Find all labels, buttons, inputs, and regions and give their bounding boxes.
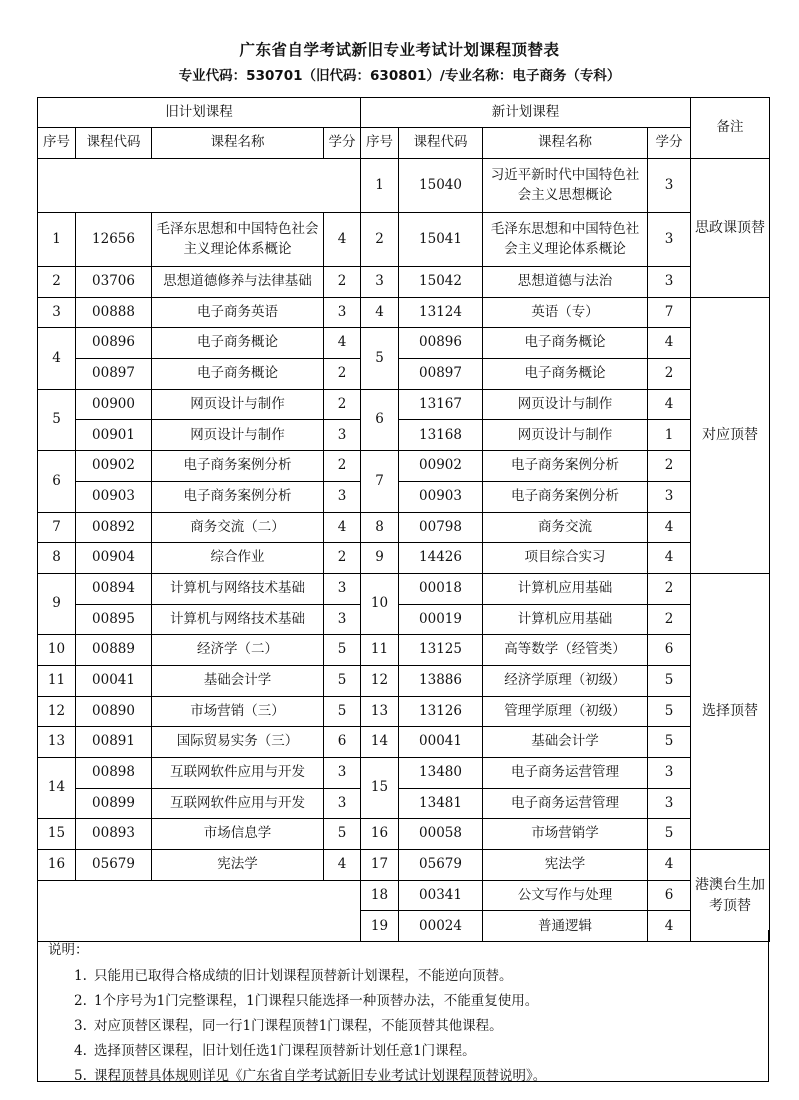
old-credit-cell: 2	[324, 267, 361, 298]
note-number: 1.	[74, 968, 87, 984]
old-code-cell: 00900	[76, 389, 152, 420]
new-seq-cell: 7	[361, 451, 399, 512]
new-credit-cell: 2	[648, 451, 691, 482]
remark-correspond: 对应顶替	[691, 297, 770, 573]
new-seq-cell: 17	[361, 850, 399, 881]
new-code-cell: 00019	[399, 604, 483, 635]
old-credit-cell: 5	[324, 665, 361, 696]
new-seq-cell: 4	[361, 297, 399, 328]
old-plan-header: 旧计划课程	[38, 98, 361, 128]
new-name-cell: 普通逻辑	[483, 911, 648, 942]
new-code-cell: 00058	[399, 819, 483, 850]
new-credit-cell: 3	[648, 267, 691, 298]
old-credit-cell: 4	[324, 512, 361, 543]
old-name-cell: 市场营销（三）	[152, 696, 324, 727]
new-seq-cell: 5	[361, 328, 399, 389]
new-seq-cell: 18	[361, 880, 399, 911]
table-row	[38, 389, 770, 420]
new-credit-cell: 3	[648, 758, 691, 789]
new-credit-cell: 3	[648, 213, 691, 267]
new-seq-cell: 2	[361, 213, 399, 267]
old-code-cell: 00890	[76, 696, 152, 727]
old-seq-cell: 8	[38, 543, 76, 574]
old-credit-cell: 2	[324, 389, 361, 420]
new-seq-cell: 15	[361, 758, 399, 819]
note-number: 3.	[74, 1018, 87, 1034]
old-name-cell: 毛泽东思想和中国特色社会主义理论体系概论	[152, 213, 324, 267]
old-seq-cell: 9	[38, 573, 76, 634]
new-code-cell: 00341	[399, 880, 483, 911]
old-credit-cell: 5	[324, 696, 361, 727]
new-credit-cell: 3	[648, 481, 691, 512]
new-code-cell: 14426	[399, 543, 483, 574]
new-seq-cell: 10	[361, 573, 399, 634]
old-code-cell: 00896	[76, 328, 152, 359]
table-row	[38, 880, 770, 911]
table-row	[38, 159, 770, 213]
old-empty-cell	[38, 159, 361, 213]
note-text: 选择顶替区课程，旧计划任选1门课程顶替新计划任意1门课程。	[94, 1043, 476, 1059]
new-code-cell: 00902	[399, 451, 483, 482]
old-code-cell: 00902	[76, 451, 152, 482]
course-substitution-table	[37, 97, 770, 942]
new-code-cell: 15040	[399, 159, 483, 213]
old-code-cell: 00903	[76, 481, 152, 512]
new-code-cell: 15041	[399, 213, 483, 267]
new-name-cell: 公文写作与处理	[483, 880, 648, 911]
note-number: 4.	[74, 1043, 87, 1059]
remark-ideology: 思政课顶替	[691, 159, 770, 298]
table-row	[38, 359, 770, 390]
new-code-cell: 13168	[399, 420, 483, 451]
new-name-cell: 电子商务运营管理	[483, 788, 648, 819]
table-row	[38, 267, 770, 298]
old-name-cell: 基础会计学	[152, 665, 324, 696]
old-code-cell: 00892	[76, 512, 152, 543]
new-code-cell: 13125	[399, 635, 483, 666]
new-code-cell: 05679	[399, 850, 483, 881]
new-seq-cell: 16	[361, 819, 399, 850]
new-seq-cell: 11	[361, 635, 399, 666]
new-name-cell: 市场营销学	[483, 819, 648, 850]
old-credit-cell: 2	[324, 359, 361, 390]
new-name-cell: 电子商务概论	[483, 328, 648, 359]
new-seq-cell: 19	[361, 911, 399, 942]
old-code-cell: 00891	[76, 727, 152, 758]
new-plan-header: 新计划课程	[361, 98, 691, 128]
old-credit-cell: 3	[324, 758, 361, 789]
new-code-header: 课程代码	[399, 128, 483, 159]
note-text: 课程顶替具体规则详见《广东省自学考试新旧专业考试计划课程顶替说明》。	[94, 1068, 547, 1084]
note-number: 5.	[74, 1068, 87, 1084]
old-code-header: 课程代码	[76, 128, 152, 159]
old-credit-header: 学分	[324, 128, 361, 159]
new-seq-cell: 12	[361, 665, 399, 696]
old-seq-cell: 11	[38, 665, 76, 696]
old-credit-cell: 5	[324, 635, 361, 666]
new-code-cell: 00041	[399, 727, 483, 758]
new-seq-cell: 3	[361, 267, 399, 298]
document-title: 广东省自学考试新旧专业考试计划课程顶替表	[239, 41, 560, 59]
new-name-cell: 电子商务案例分析	[483, 451, 648, 482]
new-credit-header: 学分	[648, 128, 691, 159]
remark-hkmt: 港澳台生加考顶替	[691, 850, 770, 942]
old-code-cell: 00895	[76, 604, 152, 635]
old-code-cell: 12656	[76, 213, 152, 267]
new-seq-cell: 1	[361, 159, 399, 213]
old-seq-cell: 2	[38, 267, 76, 298]
old-code-cell: 03706	[76, 267, 152, 298]
new-seq-cell: 14	[361, 727, 399, 758]
new-code-cell: 13167	[399, 389, 483, 420]
old-code-cell: 00898	[76, 758, 152, 789]
old-credit-cell: 3	[324, 604, 361, 635]
new-name-cell: 习近平新时代中国特色社会主义思想概论	[483, 159, 648, 213]
new-credit-cell: 5	[648, 727, 691, 758]
table-row	[38, 481, 770, 512]
old-name-cell: 商务交流（二）	[152, 512, 324, 543]
new-credit-cell: 4	[648, 512, 691, 543]
new-name-cell: 网页设计与制作	[483, 389, 648, 420]
note-item	[74, 1014, 758, 1034]
new-credit-cell: 4	[648, 389, 691, 420]
old-code-cell: 00899	[76, 788, 152, 819]
new-name-cell: 基础会计学	[483, 727, 648, 758]
old-credit-cell: 6	[324, 727, 361, 758]
old-credit-cell: 5	[324, 819, 361, 850]
table-row	[38, 543, 770, 574]
old-code-cell: 05679	[76, 850, 152, 881]
old-code-cell: 00901	[76, 420, 152, 451]
old-name-cell: 网页设计与制作	[152, 420, 324, 451]
old-name-cell: 计算机与网络技术基础	[152, 604, 324, 635]
new-seq-cell: 9	[361, 543, 399, 574]
old-seq-cell: 4	[38, 328, 76, 389]
old-name-cell: 互联网软件应用与开发	[152, 788, 324, 819]
old-name-cell: 电子商务案例分析	[152, 481, 324, 512]
old-seq-cell: 3	[38, 297, 76, 328]
new-name-cell: 高等数学（经管类）	[483, 635, 648, 666]
new-code-cell: 00024	[399, 911, 483, 942]
table-row	[38, 819, 770, 850]
old-seq-cell: 6	[38, 451, 76, 512]
new-seq-cell: 8	[361, 512, 399, 543]
old-credit-cell: 4	[324, 213, 361, 267]
new-name-cell: 项目综合实习	[483, 543, 648, 574]
note-text: 对应顶替区课程，同一行1门课程顶替1门课程，不能顶替其他课程。	[94, 1018, 503, 1034]
note-number: 2.	[74, 993, 87, 1009]
table-row	[38, 604, 770, 635]
table-row	[38, 451, 770, 482]
old-code-cell: 00889	[76, 635, 152, 666]
new-credit-cell: 5	[648, 665, 691, 696]
old-seq-cell: 12	[38, 696, 76, 727]
old-seq-cell: 14	[38, 758, 76, 819]
old-code-cell: 00893	[76, 819, 152, 850]
header-row-columns	[38, 128, 770, 159]
new-name-header: 课程名称	[483, 128, 648, 159]
new-code-cell: 15042	[399, 267, 483, 298]
table-row	[38, 758, 770, 789]
new-code-cell: 00897	[399, 359, 483, 390]
old-name-cell: 思想道德修养与法律基础	[152, 267, 324, 298]
note-item	[74, 989, 758, 1009]
old-name-cell: 综合作业	[152, 543, 324, 574]
header-row-group	[38, 98, 770, 128]
new-name-cell: 经济学原理（初级）	[483, 665, 648, 696]
old-seq-header: 序号	[38, 128, 76, 159]
remark-header: 备注	[691, 98, 770, 159]
old-name-cell: 互联网软件应用与开发	[152, 758, 324, 789]
old-seq-cell: 5	[38, 389, 76, 450]
old-seq-cell: 16	[38, 850, 76, 881]
new-code-cell: 13126	[399, 696, 483, 727]
old-credit-cell: 3	[324, 788, 361, 819]
new-name-cell: 毛泽东思想和中国特色社会主义理论体系概论	[483, 213, 648, 267]
old-name-cell: 电子商务案例分析	[152, 451, 324, 482]
old-name-cell: 电子商务概论	[152, 359, 324, 390]
new-code-cell: 00018	[399, 573, 483, 604]
new-code-cell: 13481	[399, 788, 483, 819]
old-name-cell: 经济学（二）	[152, 635, 324, 666]
new-code-cell: 00896	[399, 328, 483, 359]
new-name-cell: 网页设计与制作	[483, 420, 648, 451]
old-seq-cell: 1	[38, 213, 76, 267]
notes-title: 说明：	[48, 942, 89, 958]
old-credit-cell: 3	[324, 297, 361, 328]
new-name-cell: 电子商务运营管理	[483, 758, 648, 789]
document-subtitle: 专业代码：530701（旧代码：630801）/专业名称：电子商务（专科）	[178, 68, 621, 84]
old-seq-cell: 13	[38, 727, 76, 758]
old-name-cell: 网页设计与制作	[152, 389, 324, 420]
old-code-cell: 00904	[76, 543, 152, 574]
remark-choice: 选择顶替	[691, 573, 770, 849]
table-row	[38, 696, 770, 727]
table-row	[38, 297, 770, 328]
new-name-cell: 宪法学	[483, 850, 648, 881]
old-credit-cell: 2	[324, 543, 361, 574]
old-name-cell: 市场信息学	[152, 819, 324, 850]
new-name-cell: 商务交流	[483, 512, 648, 543]
new-credit-cell: 5	[648, 819, 691, 850]
table-row	[38, 328, 770, 359]
new-credit-cell: 2	[648, 604, 691, 635]
new-seq-header: 序号	[361, 128, 399, 159]
old-credit-cell: 2	[324, 451, 361, 482]
new-name-cell: 英语（专）	[483, 297, 648, 328]
new-credit-cell: 4	[648, 328, 691, 359]
new-name-cell: 思想道德与法治	[483, 267, 648, 298]
new-name-cell: 电子商务概论	[483, 359, 648, 390]
new-code-cell: 00903	[399, 481, 483, 512]
new-name-cell: 电子商务案例分析	[483, 481, 648, 512]
old-code-cell: 00041	[76, 665, 152, 696]
new-code-cell: 13124	[399, 297, 483, 328]
old-credit-cell: 3	[324, 573, 361, 604]
new-credit-cell: 4	[648, 911, 691, 942]
note-text: 1个序号为1门完整课程，1门课程只能选择一种顶替办法，不能重复使用。	[94, 993, 539, 1009]
old-credit-cell: 3	[324, 481, 361, 512]
new-credit-cell: 6	[648, 880, 691, 911]
note-item	[74, 1064, 758, 1084]
old-credit-cell: 4	[324, 850, 361, 881]
new-credit-cell: 2	[648, 573, 691, 604]
old-name-cell: 电子商务英语	[152, 297, 324, 328]
new-seq-cell: 6	[361, 389, 399, 450]
table-row	[38, 850, 770, 881]
new-credit-cell: 3	[648, 159, 691, 213]
old-name-cell: 电子商务概论	[152, 328, 324, 359]
note-item	[74, 964, 758, 984]
new-code-cell: 13480	[399, 758, 483, 789]
old-seq-cell: 10	[38, 635, 76, 666]
old-name-header: 课程名称	[152, 128, 324, 159]
new-credit-cell: 1	[648, 420, 691, 451]
new-credit-cell: 6	[648, 635, 691, 666]
table-row	[38, 213, 770, 267]
old-code-cell: 00894	[76, 573, 152, 604]
old-code-cell: 00888	[76, 297, 152, 328]
table-row	[38, 573, 770, 604]
new-credit-cell: 3	[648, 788, 691, 819]
old-code-cell: 00897	[76, 359, 152, 390]
old-name-cell: 国际贸易实务（三）	[152, 727, 324, 758]
new-credit-cell: 7	[648, 297, 691, 328]
old-credit-cell: 4	[324, 328, 361, 359]
new-credit-cell: 4	[648, 850, 691, 881]
old-seq-cell: 15	[38, 819, 76, 850]
notes-section	[37, 930, 769, 1082]
new-code-cell: 13886	[399, 665, 483, 696]
new-name-cell: 管理学原理（初级）	[483, 696, 648, 727]
new-name-cell: 计算机应用基础	[483, 573, 648, 604]
new-credit-cell: 2	[648, 359, 691, 390]
table-row	[38, 727, 770, 758]
new-credit-cell: 5	[648, 696, 691, 727]
new-credit-cell: 4	[648, 543, 691, 574]
old-seq-cell: 7	[38, 512, 76, 543]
table-row	[38, 665, 770, 696]
note-item	[74, 1039, 758, 1059]
table-row	[38, 512, 770, 543]
new-code-cell: 00798	[399, 512, 483, 543]
old-name-cell: 宪法学	[152, 850, 324, 881]
table-row	[38, 788, 770, 819]
new-name-cell: 计算机应用基础	[483, 604, 648, 635]
table-row	[38, 635, 770, 666]
old-credit-cell: 3	[324, 420, 361, 451]
note-text: 只能用已取得合格成绩的旧计划课程顶替新计划课程，不能逆向顶替。	[94, 968, 513, 984]
table-row	[38, 420, 770, 451]
old-name-cell: 计算机与网络技术基础	[152, 573, 324, 604]
new-seq-cell: 13	[361, 696, 399, 727]
